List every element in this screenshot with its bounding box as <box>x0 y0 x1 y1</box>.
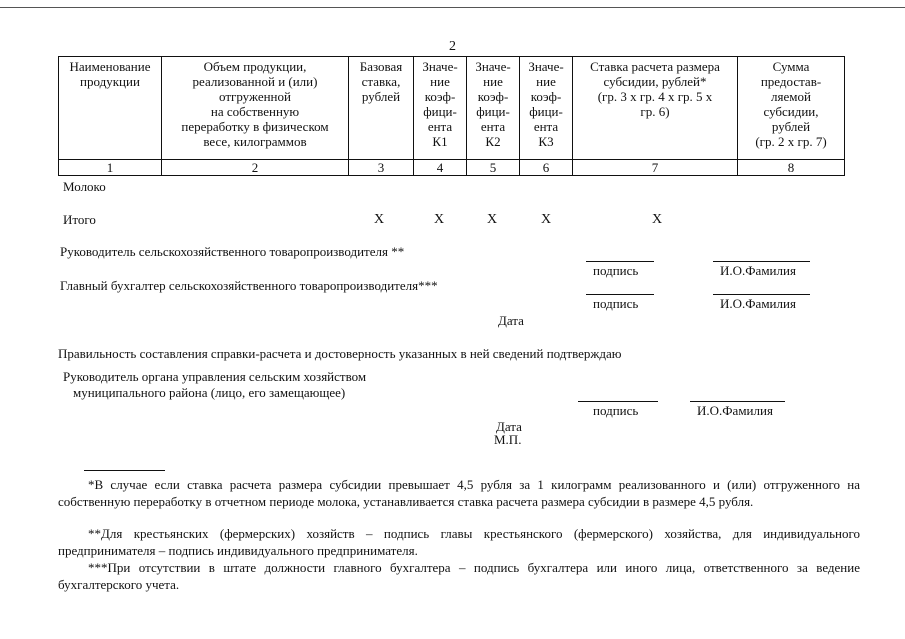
header-line: ента <box>533 119 559 134</box>
signature-line <box>586 294 654 295</box>
footnote-2-text: **Для крестьянских (фермерских) хозяйств – подпись главы крестьянского (фермерского) хозяйства, для индивидуального предпринимателя – подпись индивидуального предпринимателя. <box>58 526 860 558</box>
confirmation-text: Правильность составления справки-расчета и достоверность указанных в ней сведений подтверждаю <box>58 346 622 361</box>
column-number: 2 <box>162 160 349 176</box>
header-line: ние <box>430 74 450 89</box>
footnote-3-text: ***При отсутствии в штате должности главного бухгалтера – подпись бухгалтера или иного лица, ответственного за ведение бухгалтерского учета. <box>58 560 860 592</box>
name-caption: И.О.Фамилия <box>720 296 796 311</box>
table-header-row <box>59 57 845 160</box>
total-x-col5: Х <box>487 212 498 227</box>
header-line: на собственную <box>210 104 300 119</box>
header-subsidy-rate <box>573 57 738 160</box>
header-line: К2 <box>485 134 501 149</box>
header-line: коэф- <box>477 89 509 104</box>
column-number: 3 <box>349 160 414 176</box>
header-line: переработку в физическом <box>181 119 329 134</box>
total-x-col4: Х <box>434 212 445 227</box>
page-number: 2 <box>449 39 456 54</box>
row-total-label: Итого <box>63 212 96 227</box>
header-line: фици- <box>529 104 563 119</box>
total-x-col7: Х <box>652 212 663 227</box>
total-x-col6: Х <box>541 212 552 227</box>
header-line: субсидии, <box>763 104 819 119</box>
seal-label: М.П. <box>494 432 522 447</box>
header-line: рублей <box>771 119 811 134</box>
header-line: Сумма <box>772 59 810 74</box>
header-line: Значе- <box>475 59 511 74</box>
column-number: 8 <box>738 160 845 176</box>
column-number: 1 <box>59 160 162 176</box>
header-line: реализованной и (или) <box>192 74 318 89</box>
header-line: ние <box>536 74 556 89</box>
header-coefficient-k3 <box>520 57 573 160</box>
top-border-line <box>0 7 905 8</box>
signature-caption: подпись <box>593 263 639 278</box>
header-line: ента <box>480 119 506 134</box>
header-line: коэф- <box>424 89 456 104</box>
header-product-name <box>59 57 162 160</box>
head-producer-label: Руководитель сельскохозяйственного товаропроизводителя ** <box>60 244 405 259</box>
header-line: ляемой <box>771 89 811 104</box>
chief-accountant-label: Главный бухгалтер сельскохозяйственного товаропроизводителя*** <box>60 278 438 293</box>
header-line: отгруженной <box>219 89 291 104</box>
header-line: продукции <box>80 74 140 89</box>
header-line: Объем продукции, <box>203 59 307 74</box>
name-line <box>713 294 810 295</box>
footnote-1-text: *В случае если ставка расчета размера субсидии превышает 4,5 рубля за 1 килограмм реализованного и (или) отгруженного на собственную переработку в отчетном периоде молока, устанавливается ставка расчета размера субсидии в размере 4,5 рубля. <box>58 477 860 509</box>
header-line: (гр. 3 х гр. 4 х гр. 5 х <box>597 89 713 104</box>
header-line: Базовая <box>359 59 403 74</box>
header-line: рублей <box>361 89 401 104</box>
head-authority-line2: муниципального района (лицо, его замещающее) <box>73 385 346 400</box>
header-line: коэф- <box>530 89 562 104</box>
header-line: фици- <box>476 104 510 119</box>
name-caption: И.О.Фамилия <box>697 403 773 418</box>
header-volume <box>162 57 349 160</box>
row-milk-label: Молоко <box>63 179 106 194</box>
head-authority-line1: Руководитель органа управления сельским хозяйством <box>63 369 367 384</box>
header-base-rate <box>349 57 414 160</box>
signature-line <box>586 261 654 262</box>
signature-caption: подпись <box>593 296 639 311</box>
header-line: Наименование <box>69 59 151 74</box>
header-line: К1 <box>432 134 448 149</box>
footnote-separator <box>84 470 165 471</box>
header-line: фици- <box>423 104 457 119</box>
header-line: (гр. 2 х гр. 7) <box>755 134 827 149</box>
header-line: ставка, <box>361 74 401 89</box>
total-x-col3: Х <box>374 212 385 227</box>
header-line: Ставка расчета размера <box>590 59 720 74</box>
header-coefficient-k2 <box>467 57 520 160</box>
footnote-1 <box>58 476 860 510</box>
signature-line <box>578 401 658 402</box>
column-numbers-row <box>59 160 845 176</box>
subsidy-calculation-table <box>58 56 845 176</box>
column-number: 7 <box>573 160 738 176</box>
name-line <box>690 401 785 402</box>
name-caption: И.О.Фамилия <box>720 263 796 278</box>
column-number: 4 <box>414 160 467 176</box>
header-line: ента <box>427 119 453 134</box>
header-line: ние <box>483 74 503 89</box>
signature-caption: подпись <box>593 403 639 418</box>
header-line: предостав- <box>760 74 822 89</box>
header-line: Значе- <box>422 59 458 74</box>
name-line <box>713 261 810 262</box>
header-subsidy-sum <box>738 57 845 160</box>
header-line: гр. 6) <box>640 104 670 119</box>
footnote-3 <box>58 559 860 593</box>
date-label: Дата <box>496 419 522 434</box>
header-coefficient-k1 <box>414 57 467 160</box>
date-label: Дата <box>498 313 524 328</box>
header-line: Значе- <box>528 59 564 74</box>
header-line: весе, килограммов <box>203 134 307 149</box>
header-line: К3 <box>538 134 554 149</box>
column-number: 6 <box>520 160 573 176</box>
footnote-2 <box>58 525 860 559</box>
header-line: субсидии, рублей* <box>603 74 707 89</box>
column-number: 5 <box>467 160 520 176</box>
